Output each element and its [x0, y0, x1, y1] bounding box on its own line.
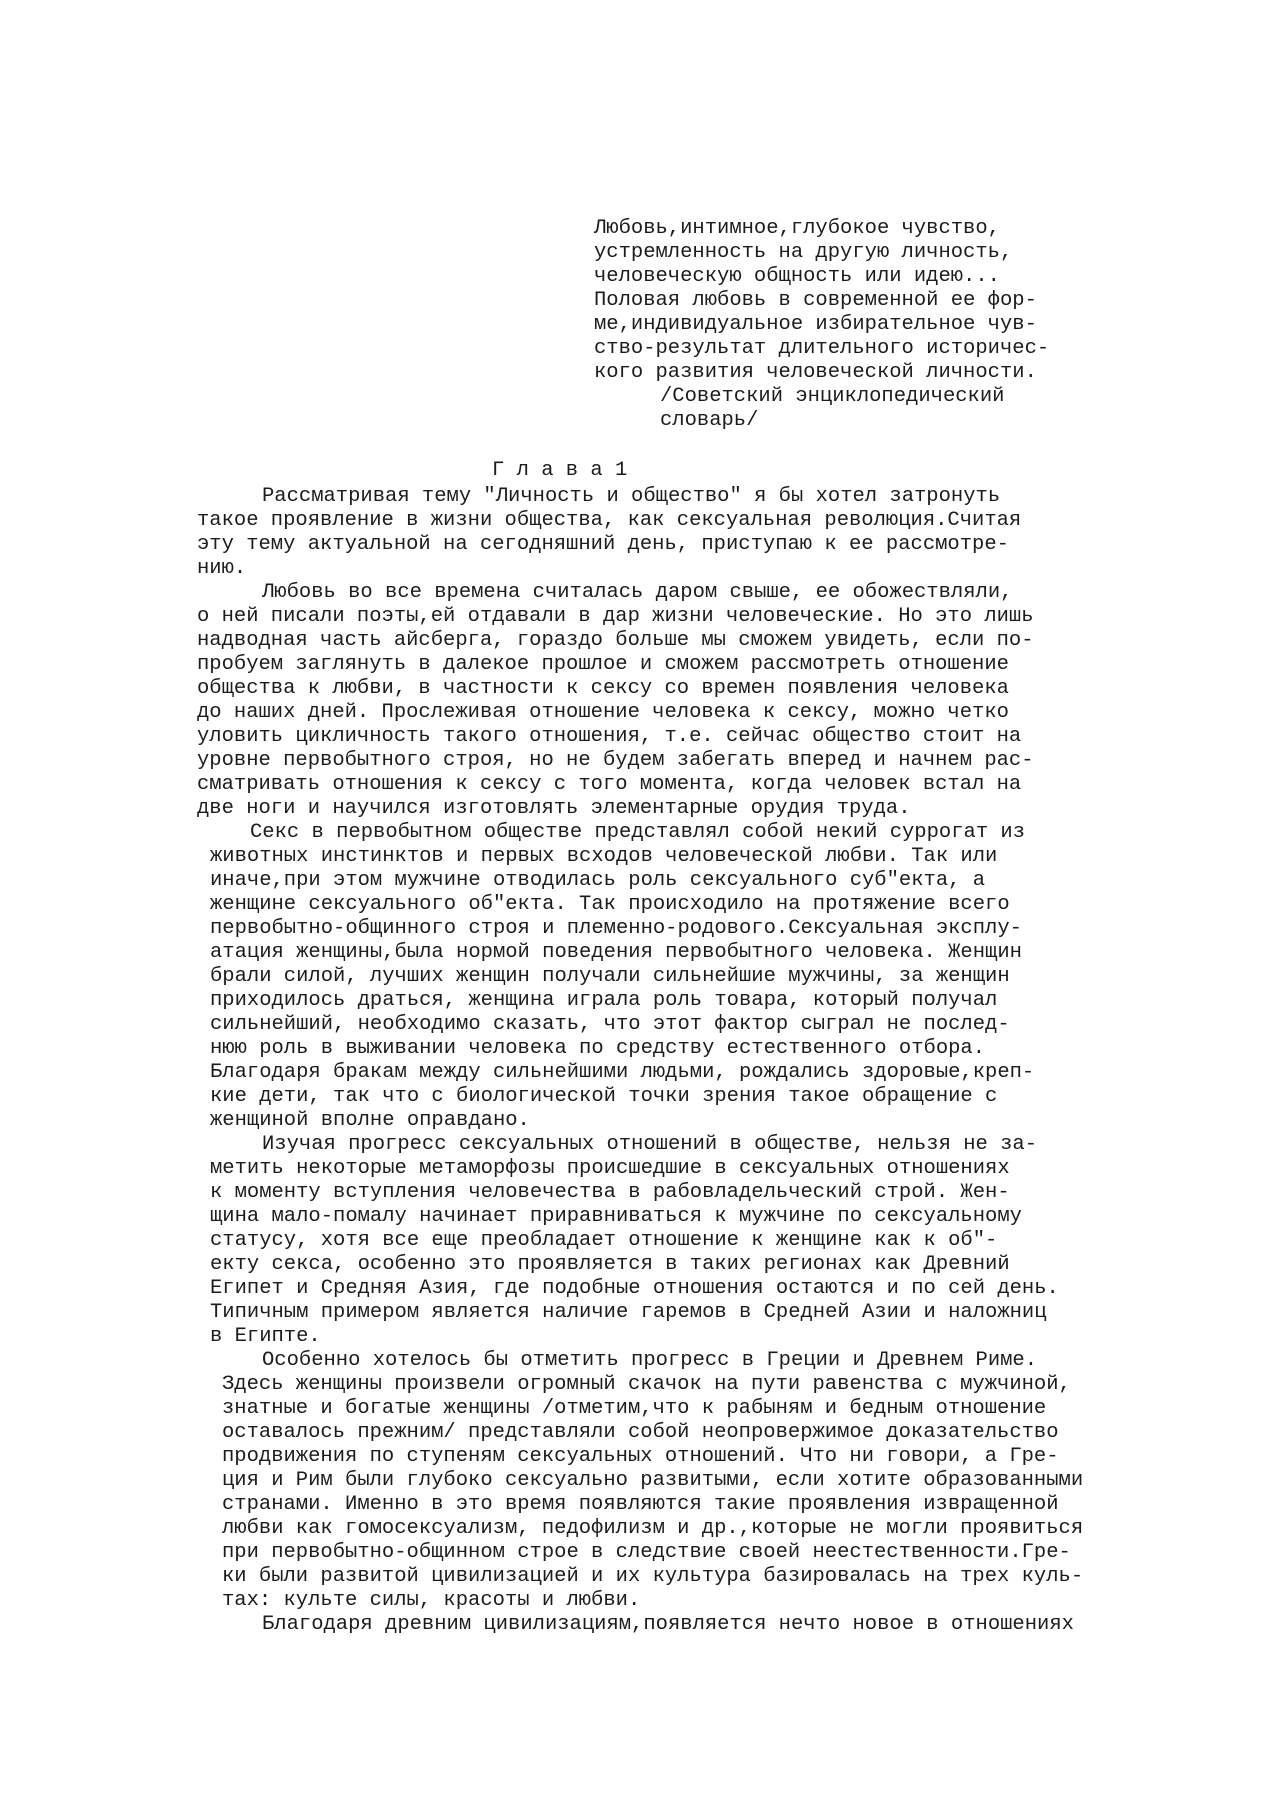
text-line: надводная часть айсберга, гораздо больше мы сможем увидеть, если по-	[197, 629, 1034, 652]
text-line: брали силой, лучших женщин получали сильнейшие мужчины, за женщин	[210, 965, 1010, 988]
chapter-heading: Г л а в а 1	[492, 459, 628, 482]
text-line: нюю роль в выживании человека по средству естественного отбора.	[210, 1037, 986, 1060]
text-line: первобытно-общинного строя и племенно-родового.Сексуальная эксплу-	[210, 917, 1022, 940]
text-line: екту секса, особенно это проявляется в таких регионах как Древний	[210, 1253, 1010, 1276]
text-line: статусу, хотя все еще преобладает отношение к женщине как к об"-	[210, 1229, 998, 1252]
text-line: Египет и Средняя Азия, где подобные отношения остаются и по сей день.	[210, 1277, 1059, 1300]
text-line: тах: культе силы, красоты и любви.	[222, 1589, 641, 1612]
epigraph-line: Половая любовь в современной ее фор-	[594, 289, 1037, 312]
text-line: до наших дней. Прослеживая отношение человека к сексу, можно четко	[197, 701, 1009, 724]
text-line: Изучая прогресс сексуальных отношений в обществе, нельзя не за-	[262, 1133, 1038, 1156]
text-line: животных инстинктов и первых всходов человеческой любви. Так или	[210, 845, 998, 868]
text-line: продвижения по ступеням сексуальных отношений. Что ни говори, а Гре-	[222, 1445, 1059, 1468]
text-line: иначе,при этом мужчине отводилась роль сексуального суб"екта, а	[210, 869, 986, 892]
epigraph-line: человеческую общность или идею...	[594, 265, 1000, 288]
text-line: сильнейший, необходимо сказать, что этот фактор сыграл не послед-	[210, 1013, 1010, 1036]
text-line: о ней писали поэты,ей отдавали в дар жизни человеческие. Но это лишь	[197, 605, 1034, 628]
text-line: в Египте.	[210, 1325, 321, 1348]
text-line: такое проявление в жизни общества, как сексуальная революция.Считая	[197, 509, 1022, 532]
text-line: Рассматривая тему "Личность и общество" я бы хотел затронуть	[262, 485, 1001, 508]
text-line: кие дети, так что с биологической точки зрения такое обращение с	[210, 1085, 998, 1108]
text-line: любви как гомосексуализм, педофилизм и др.,которые не могли проявиться	[222, 1517, 1084, 1540]
text-line: пробуем заглянуть в далекое прошлое и сможем рассмотреть отношение	[197, 653, 1009, 676]
text-line: странами. Именно в это время появляются такие проявления извращенной	[222, 1493, 1059, 1516]
text-line: Любовь во все времена считалась даром свыше, ее обожествляли,	[262, 581, 1013, 604]
text-line: Благодаря бракам между сильнейшими людьми, рождались здоровые,креп-	[210, 1061, 1035, 1084]
epigraph-source-line: словарь/	[660, 409, 759, 432]
text-line: Здесь женщины произвели огромный скачок на пути равенства с мужчиной,	[222, 1373, 1071, 1396]
epigraph-line: устремленность на другую личность,	[594, 241, 1013, 264]
text-line: метить некоторые метаморфозы происшедшие в сексуальных отношениях	[210, 1157, 1010, 1180]
text-line: нию.	[197, 557, 247, 580]
epigraph-line: ство-результат длительного историчес-	[594, 337, 1050, 360]
text-line: уловить цикличность такого отношения, т.е. сейчас общество стоит на	[197, 725, 1022, 748]
text-line: Благодаря древним цивилизациям,появляется нечто новое в отношениях	[262, 1613, 1074, 1636]
text-line: сматривать отношения к сексу с того момента, когда человек встал на	[197, 773, 1022, 796]
epigraph-line: кого развития человеческой личности.	[594, 361, 1037, 384]
text-line: женщине сексуального об"екта. Так происходило на протяжение всего	[210, 893, 1010, 916]
text-line: женщиной вполне оправдано.	[210, 1109, 530, 1132]
text-line: щина мало-помалу начинает приравниваться к мужчине по сексуальному	[210, 1205, 1022, 1228]
text-line: Типичным примером является наличие гаремов в Средней Азии и наложниц	[210, 1301, 1047, 1324]
text-line: к моменту вступления человечества в рабовладельческий строй. Жен-	[210, 1181, 1010, 1204]
text-line: уровне первобытного строя, но не будем забегать вперед и начнем рас-	[197, 749, 1034, 772]
epigraph-source-line: /Советский энциклопедический	[660, 385, 1005, 408]
text-line: Секс в первобытном обществе представлял собой некий суррогат из	[250, 821, 1026, 844]
text-line: две ноги и научился изготовлять элементарные орудия труда.	[197, 797, 911, 820]
text-line: приходилось драться, женщина играла роль товара, который получал	[210, 989, 998, 1012]
text-line: ция и Рим были глубоко сексуально развитыми, если хотите образованными	[222, 1469, 1084, 1492]
epigraph-line: Любовь,интимное,глубокое чувство,	[594, 217, 1000, 240]
text-line: общества к любви, в частности к сексу со времен появления человека	[197, 677, 1009, 700]
text-line: атация женщины,была нормой поведения первобытного человека. Женщин	[210, 941, 1022, 964]
text-line: оставалось прежним/ представляли собой неопровержимое доказательство	[222, 1421, 1059, 1444]
text-line: Особенно хотелось бы отметить прогресс в Греции и Древнем Риме.	[262, 1349, 1038, 1372]
text-line: эту тему актуальной на сегодняшний день, приступаю к ее рассмотре-	[197, 533, 1009, 556]
text-line: ки были развитой цивилизацией и их культура базировалась на трех куль-	[222, 1565, 1084, 1588]
text-line: при первобытно-общинном строе в следствие своей неестественности.Гре-	[222, 1541, 1071, 1564]
epigraph-line: ме,индивидуальное избирательное чув-	[594, 313, 1037, 336]
text-line: знатные и богатые женщины /отметим,что к рабыням и бедным отношение	[222, 1397, 1047, 1420]
